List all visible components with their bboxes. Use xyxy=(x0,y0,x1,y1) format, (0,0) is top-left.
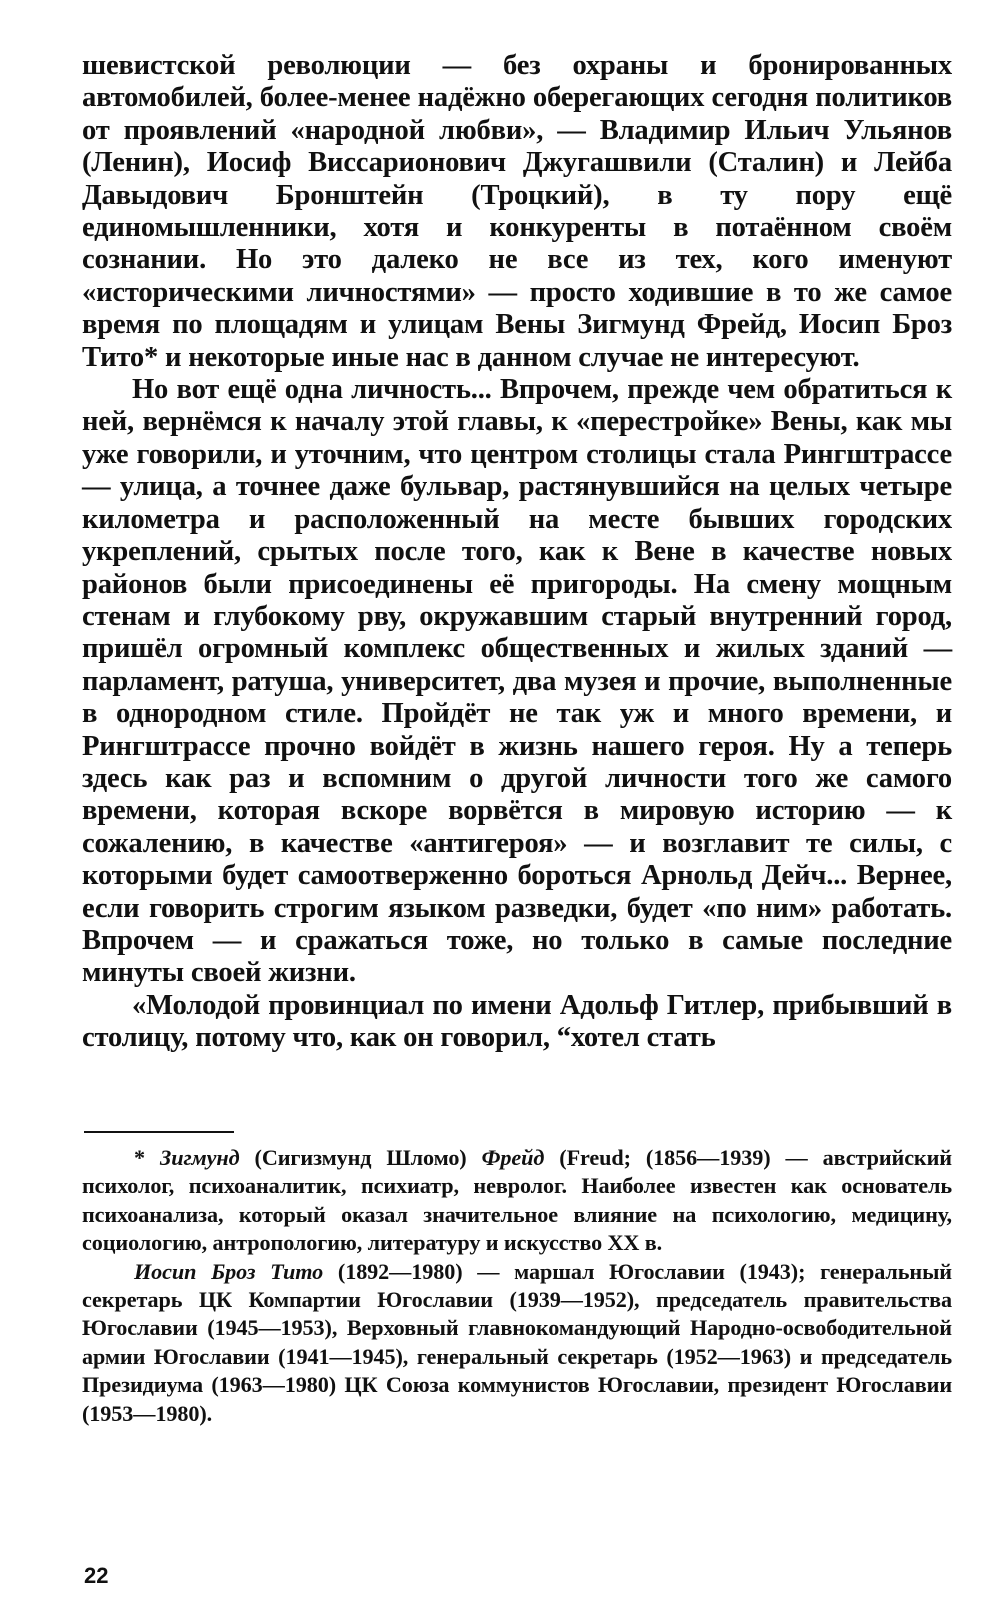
footnote-name: Фрейд xyxy=(481,1145,545,1170)
footnote-text: (Сигизмунд Шломо) xyxy=(239,1145,482,1170)
paragraph-2: Но вот ещё одна личность... Впрочем, прежде чем обратиться к ней, вернёмся к началу этой главы, к «перестройке» Вены, как мы уже говорили, и уточним, что центром столицы стала Рингштрассе — улица, а точнее даже бульвар, растянувшийся на целых четыре километра и расположенный на месте бывших городских укреплений, срытых после того, как к Вене в качестве новых районов были присоединены её пригороды. На смену мощным стенам и глубокому рву, окружавшим старый внутренний город, пришёл огромный комплекс общественных и жилых зданий — парламент, ратуша, университет, два музея и прочие, выполненные в однородном стиле. Пройдёт не так уж и много времени, и Рингштрассе прочно войдёт в жизнь нашего героя. Ну а теперь здесь как раз и вспомним о другой личности того же самого времени, которая вскоре ворвётся в мировую историю — к сожалению, в качестве «антигероя» — и возглавит те силы, с которыми будет самоотверженно бороться Арнольд Дейч... Вернее, если говорить строгим языком разведки, будет «по ним» работать. Впрочем — и сражаться тоже, но только в самые последние минуты своей жизни. xyxy=(82,374,952,989)
paragraph-3: «Молодой провинциал по имени Адольф Гитлер, прибывший в столицу, потому что, как он говорил, “хотел стать xyxy=(82,989,952,1054)
footnote-marker: * xyxy=(134,1145,161,1170)
page-number: 22 xyxy=(84,1563,109,1588)
footnotes xyxy=(82,1144,952,1428)
footnote-text: (Freud; (1856—1939) — австрийский психолог, психоаналитик, психиатр, невролог. Наиболее известен как основатель психоанализа, который оказал значительное влияние на психологию, медицину, социологию, антропологию, литературу и искусство XX в. xyxy=(82,1145,952,1256)
footnote-divider xyxy=(84,1131,234,1133)
footnote-text: (1892—1980) — маршал Югославии (1943); генеральный секретарь ЦК Компартии Югославии (1939—1952), председатель правительства Югославии (1945—1953), Верховный главнокомандующий Народно-освободительной армии Югославии (1941—1945), генеральный секретарь (1952—1963) и председатель Президиума (1963—1980) ЦК Союза коммунистов Югославии, президент Югославии (1953—1980). xyxy=(82,1258,952,1426)
footnote-tito xyxy=(82,1258,952,1428)
footnote-name: Иосип Броз Тито xyxy=(134,1258,324,1284)
paragraph-1: шевистской революции — без охраны и бронированных автомобилей, более-менее надёжно оберегающих сегодня политиков от проявлений «народной любви», — Владимир Ильич Ульянов (Ленин), Иосиф Виссарионович Джугашвили (Сталин) и Лейба Давыдович Бронштейн (Троцкий), в ту пору ещё единомышленники, хотя и конкуренты в потаённом своём сознании. Но это далеко не все из тех, кого именуют «историческими личностями» — просто ходившие в то же самое время по площадям и улицам Вены Зигмунд Фрейд, Иосип Броз Тито* и некоторые иные нас в данном случае не интересуют. xyxy=(82,50,952,373)
main-text xyxy=(82,50,952,1055)
footnote-freud xyxy=(82,1144,952,1258)
footnote-name: Зигмунд xyxy=(160,1145,240,1170)
